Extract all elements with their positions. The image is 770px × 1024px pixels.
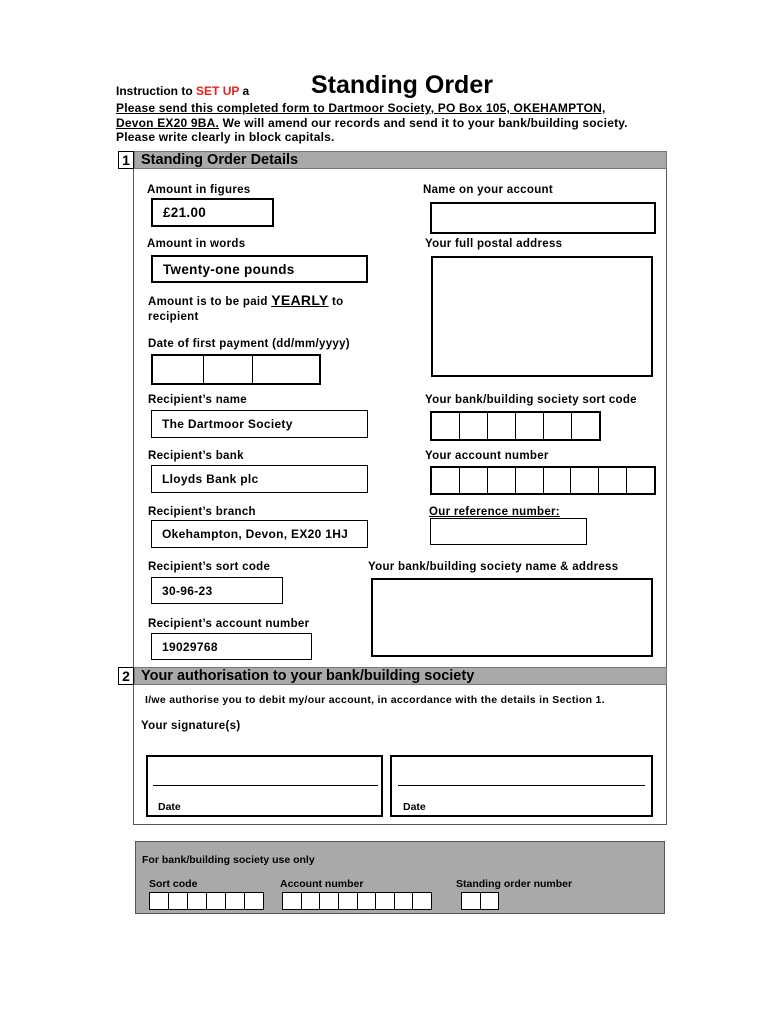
instruction-line <box>116 84 249 98</box>
bank-standing-order-cell[interactable] <box>481 893 499 909</box>
amount-words-field[interactable]: Twenty-one pounds <box>151 255 368 283</box>
signature-line-2 <box>398 785 645 786</box>
account-cell[interactable] <box>516 468 544 493</box>
amount-figures-label: Amount in figures <box>147 184 251 196</box>
account-cell[interactable] <box>432 468 460 493</box>
instruction-post: a <box>242 84 250 98</box>
bank-account-cell[interactable] <box>302 893 321 909</box>
date-year-cell[interactable] <box>253 356 319 383</box>
bank-sort-code-label: Sort code <box>149 878 198 890</box>
bank-account-cell[interactable] <box>395 893 414 909</box>
account-cell[interactable] <box>599 468 627 493</box>
account-cell[interactable] <box>488 468 516 493</box>
page-title: Standing Order <box>311 71 493 99</box>
date-day-cell[interactable] <box>153 356 204 383</box>
send-line-2-postcode: Devon EX20 9BA. <box>116 115 220 130</box>
bank-standing-order-label: Standing order number <box>456 878 573 890</box>
bank-use-title: For bank/building society use only <box>142 854 315 866</box>
send-line-2-rest: We will amend our records and send it to your bank/building society. <box>219 115 628 130</box>
signature-box-2[interactable] <box>390 755 653 817</box>
sort-cell[interactable] <box>544 413 572 439</box>
first-payment-date-field[interactable] <box>151 354 321 385</box>
recipient-sort-field[interactable]: 30-96-23 <box>151 577 283 604</box>
recipient-bank-label: Recipient’s bank <box>148 450 244 462</box>
account-cell[interactable] <box>627 468 654 493</box>
bank-account-cell[interactable] <box>320 893 339 909</box>
instruction-pre: Instruction to <box>116 84 193 98</box>
bank-sort-cell[interactable] <box>207 893 226 909</box>
paid-post: to <box>332 296 344 308</box>
bank-name-address-field[interactable] <box>371 578 653 657</box>
bank-account-cell[interactable] <box>413 893 431 909</box>
bank-account-number-label: Account number <box>280 878 364 890</box>
recipient-branch-field[interactable]: Okehampton, Devon, EX20 1HJ <box>151 520 368 548</box>
name-on-account-label: Name on your account <box>423 184 553 196</box>
account-cell[interactable] <box>571 468 599 493</box>
bank-sort-cell[interactable] <box>150 893 169 909</box>
recipient-sort-label: Recipient’s sort code <box>148 561 271 573</box>
first-payment-label: Date of first payment (dd/mm/yyyy) <box>148 338 350 350</box>
section-1-header: Standing Order Details <box>134 151 667 169</box>
recipient-branch-label: Recipient’s branch <box>148 506 256 518</box>
recipient-account-field[interactable]: 19029768 <box>151 633 312 660</box>
recipient-account-label: Recipient’s account number <box>148 618 310 630</box>
send-line-1: Please send this completed form to Dartmoor Society, PO Box 105, OKEHAMPTON, <box>116 101 606 115</box>
paid-line-2: recipient <box>148 311 199 323</box>
sort-cell[interactable] <box>460 413 488 439</box>
bank-standing-order-cell[interactable] <box>462 893 481 909</box>
recipient-name-label: Recipient’s name <box>148 394 247 406</box>
sort-cell[interactable] <box>516 413 544 439</box>
name-on-account-field[interactable] <box>430 202 656 234</box>
date-label-2: Date <box>403 801 426 813</box>
section-2-number: 2 <box>118 667 134 685</box>
sort-cell[interactable] <box>488 413 516 439</box>
send-instructions <box>116 101 628 145</box>
your-sort-code-field[interactable] <box>430 411 601 441</box>
bank-account-cell[interactable] <box>358 893 377 909</box>
bank-name-address-label: Your bank/building society name & address <box>368 561 619 573</box>
bank-sort-cell[interactable] <box>245 893 263 909</box>
reference-field[interactable] <box>430 518 587 545</box>
bank-account-cell[interactable] <box>376 893 395 909</box>
recipient-bank-field[interactable]: Lloyds Bank plc <box>151 465 368 493</box>
postal-address-field[interactable] <box>431 256 653 377</box>
section-2-header: Your authorisation to your bank/building society <box>134 667 667 685</box>
paid-frequency: YEARLY <box>271 292 329 308</box>
date-label-1: Date <box>158 801 181 813</box>
bank-account-cell[interactable] <box>339 893 358 909</box>
bank-standing-order-field[interactable] <box>461 892 499 910</box>
signature-box-1[interactable] <box>146 755 383 817</box>
authorise-text: I/we authorise you to debit my/our account, in accordance with the details in Section 1. <box>145 694 605 706</box>
section-1-number: 1 <box>118 151 134 169</box>
recipient-name-field[interactable]: The Dartmoor Society <box>151 410 368 438</box>
your-account-number-field[interactable] <box>430 466 656 495</box>
bank-sort-cell[interactable] <box>169 893 188 909</box>
amount-words-label: Amount in words <box>147 238 246 250</box>
instruction-highlight: SET UP <box>196 84 240 98</box>
amount-figures-field[interactable]: £21.00 <box>151 198 274 227</box>
signature-line-1 <box>153 785 378 786</box>
bank-sort-cell[interactable] <box>188 893 207 909</box>
date-month-cell[interactable] <box>204 356 253 383</box>
bank-account-number-field[interactable] <box>282 892 432 910</box>
account-cell[interactable] <box>460 468 488 493</box>
your-account-number-label: Your account number <box>425 450 549 462</box>
bank-sort-code-field[interactable] <box>149 892 264 910</box>
account-cell[interactable] <box>544 468 572 493</box>
sort-cell[interactable] <box>432 413 460 439</box>
postal-address-label: Your full postal address <box>425 238 563 250</box>
sort-cell[interactable] <box>572 413 599 439</box>
send-line-3: Please write clearly in block capitals. <box>116 130 335 144</box>
bank-account-cell[interactable] <box>283 893 302 909</box>
payment-frequency-text <box>148 293 344 325</box>
your-sort-code-label: Your bank/building society sort code <box>425 394 637 406</box>
reference-label: Our reference number: <box>429 506 560 518</box>
signature-label: Your signature(s) <box>141 720 241 732</box>
paid-pre: Amount is to be paid <box>148 296 268 308</box>
bank-sort-cell[interactable] <box>226 893 245 909</box>
